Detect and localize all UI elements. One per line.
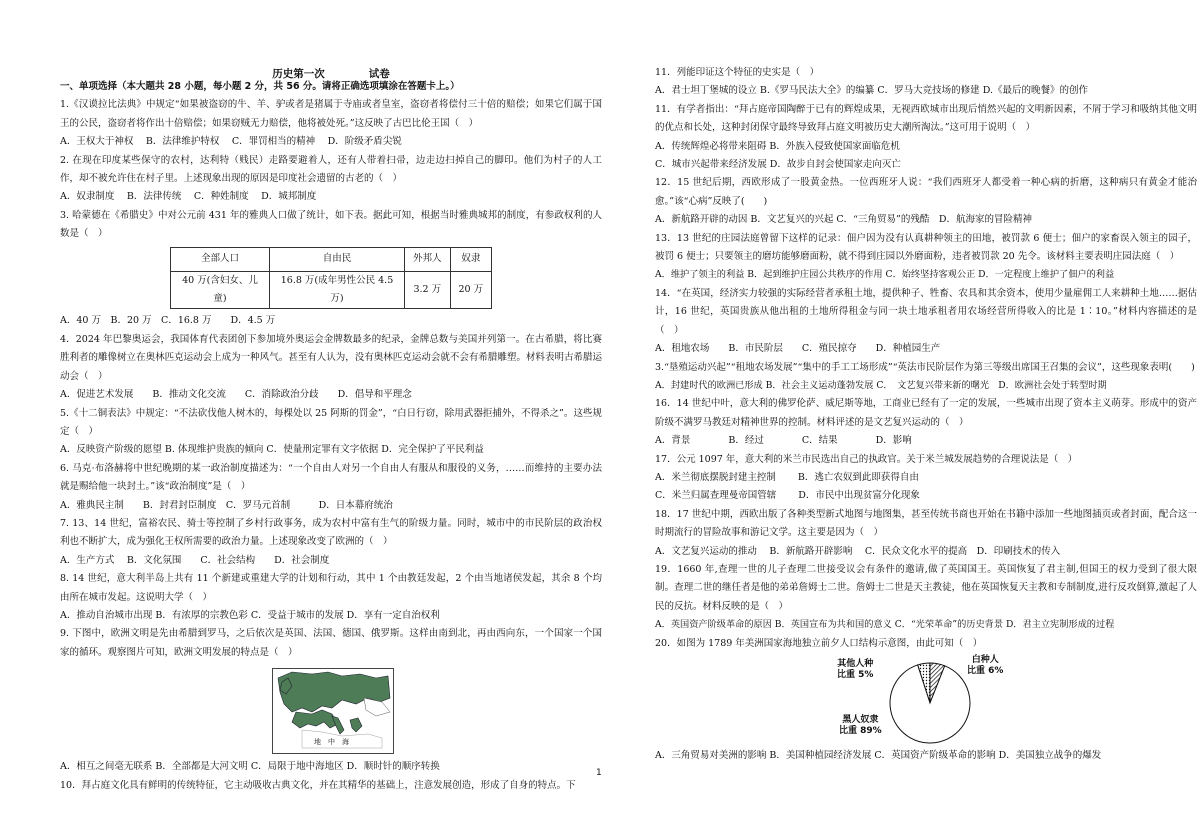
- question-16: 16．14 世纪中叶，意大利的佛罗伦萨、威尼斯等地，工商业已经有了一定的发展，一些城市出现了资本主义萌芽。形成中的资产阶级不满罗马教廷对精神世界的控制。材料评述的是文艺复兴运动的（ ）: [655, 398, 1197, 428]
- question-9-options: A．相互之间毫无联系 B．全部都是大河文明 C．局限于地中海地区 D．顺时针的顺序转换: [60, 761, 440, 773]
- question-1-options: A．王权大于神权 B．法律维护特权 C．罪罚相当的精神 D．阶级矛盾尖锐: [60, 136, 402, 148]
- title-right: 试卷: [368, 68, 390, 80]
- table-header: 奴隶: [450, 247, 492, 271]
- pie-label-white: [967, 655, 1003, 677]
- question-11-options-2: C．城市兴起带来经济发展 D．故步自封会使国家走向灭亡: [655, 159, 901, 171]
- question-5: 5.《十二铜表法》中规定：“不法砍伐他人树木的，每棵处以 25 阿斯的罚金”，“白日行窃，除用武器拒捕外，不得杀之”。这些规定（ ）: [60, 407, 602, 437]
- question-4-options: A．促进艺术发展 B．推动文化交流 C．消除政治分歧 D．倡导和平理念: [60, 389, 412, 401]
- question-9: 9. 下图中，欧洲文明是先由希腊到罗马，之后依次是英国、法国、德国、俄罗斯。这样由南到北，再由西向东，一个国家一个国家的循环。观察图片可知，欧洲文明发展的特点是（ ）: [60, 628, 602, 658]
- question-16-options: A．背景 B．经过 C．结果 D．影响: [655, 435, 912, 447]
- question-2: 2. 在现在印度某些保守的农村，达利特（贱民）走路要避着人，还有人带着扫帚，边走边扫掉自己的脚印。他们为村子的人工作，却不被允许住在村子里。上述现象出现的原因是印度社会遗留的古老的（ ）: [60, 154, 602, 185]
- table-header: 全部人口: [171, 247, 270, 271]
- table-row: [171, 247, 492, 271]
- question-14: 14．“在英国，经济实力较强的实际经营者承租土地，提供种子、牲畜、农具和其余资本，使用少量雇佣工人来耕种土地……据估计，16 世纪，英国贵族从他出租的土地所得租金与同一块土地承租者用农场经营所得收入的比是 1∶10。”材料内容描述的是（ ）: [655, 287, 1197, 336]
- question-3: 3. 哈蒙德在《希腊史》中对公元前 431 年的雅典人口做了统计，如下表。据此可知，根据当时雅典城邦的制度，有参政权利的人数是（ ）: [60, 209, 602, 240]
- pie-label-other-value: 比重 5%: [837, 670, 874, 680]
- table-header: 外邦人: [405, 247, 451, 271]
- table-cell: 16.8 万(成年男性公民 4.5 万): [270, 271, 405, 309]
- question-18: 18．17 世纪中期，西欧出版了各种类型新式地图与地图集，甚至传统书商也开始在书籍中添加一些地图插页或者封面，配合这一时期流行的冒险故事和游记文学。这主要是因为（ ）: [655, 508, 1197, 539]
- question-14-options: A．租地农场 B．市民阶层 C．殖民掠夺 D．种植园生产: [655, 343, 941, 355]
- europe-map-svg: [272, 668, 394, 754]
- europe-map: [272, 668, 394, 754]
- pie-label-black: [839, 715, 882, 737]
- pie-label-black-value: 比重 89%: [839, 726, 882, 736]
- question-12-options: A．新航路开辟的动因 B．文艺复兴的兴起 C．“三角贸易”的残酷 D．航海家的冒险精神: [655, 214, 1032, 226]
- question-15-options: A．封建时代的欧洲已形成 B．社会主义运动蓬勃发展 C． 文艺复兴带来新的曙光 D．欧洲社会处于转型时期: [655, 379, 1107, 391]
- pie-label-white-value: 比重 6%: [967, 666, 1004, 676]
- question-6: 6. 马克·布洛赫将中世纪晚期的某一政治制度描述为：“一个自由人对另一个自由人有服从和服役的义务，……而维持的主要办法就是赐给他一块封土。”该“政治制度”是（ ）: [60, 462, 602, 493]
- title-left: 历史第一次: [272, 68, 325, 80]
- question-8-options: A．推动自治城市出现 B．有浓厚的宗教色彩 C．受益于城市的发展 D．享有一定自治权利: [60, 609, 440, 621]
- question-10-continued: 11．列能印证这个特征的史实是（ ）: [655, 67, 820, 78]
- question-1: 1.《汉谟拉比法典》中规定“如果被盗窃的牛、羊、驴或者是猪属于寺庙或者皇室，盗窃者将偿付三十倍的赔偿；如果它们属于国王的公民，盗窃者将作出十倍赔偿；如果窃贼无力赔偿，他将被处死。”这反映了古巴比伦王国（ ）: [60, 99, 602, 129]
- question-12: 12．15 世纪后期，西欧形成了一股黄金热。一位西班牙人说：“我们西班牙人都受着一种心病的折磨，这种病只有黄金才能治愈。”该“心病”反映了( ): [655, 177, 1197, 207]
- table-cell: 40 万(含妇女、儿童): [171, 271, 270, 309]
- question-3-options: A．40 万 B．20 万 C．16.8 万 D．4.5 万: [60, 315, 276, 327]
- question-15: 3.“垦殖运动兴起”“租地农场发展”“集中的手工工场形成”“英法市民阶层作为第三等级出席国王召集的会议”，这些现象表明( ): [655, 361, 1195, 373]
- question-10: 10．拜占庭文化具有鲜明的传统特征，它主动吸收古典文化，并在其精华的基础上，注意发展创造，形成了自身的特点。下: [60, 779, 576, 791]
- population-table: [170, 247, 492, 310]
- pie-label-other: [837, 659, 873, 681]
- question-20-options: A．三角贸易对美洲的影响 B．美国种植园经济发展 C．英国资产阶级革命的影响 D．美国独立战争的爆发: [655, 750, 1102, 761]
- pie-label-other-name: 其他人种: [837, 659, 874, 669]
- table-row: [171, 271, 492, 309]
- question-17-options-1: A．米兰彻底摆脱封建主控制 B．逃亡农奴到此即获得自由: [655, 471, 919, 483]
- question-8: 8. 14 世纪，意大利半岛上共有 11 个新建或重建大学的计划和行动，其中 1 个由教廷发起，2 个由当地诸侯发起，其余 8 个均由所在城市发起。这说明大学（ ）: [60, 573, 602, 603]
- table-cell: 3.2 万: [405, 271, 451, 309]
- pie-label-white-name: 白种人: [971, 655, 999, 665]
- question-19: 19．1660 年,查理一世的儿子查理二世接受议会有条件的邀请,做了英国国王。英国恢复了君主制,但国王的权力受到了很大限制。查理二世的继任者是他的弟弟詹姆士二世。詹姆士二世是天主教徒，他在英国恢复天主教和专制制度,进行反攻倒算,激起了人民的反抗。材料反映的是（ ）: [655, 563, 1197, 612]
- question-11: 11．有学者指出：“拜占庭帝国陶醉于已有的辉煌成果，无视西欧城市出现后悄然兴起的文明新因素，不屑于学习和吸纳其他文明的优点和长处，这种封闭保守最终导致拜占庭文明被历史大潮所淘汰。”这可用于说明（ ）: [655, 103, 1197, 134]
- population-pie-chart: [835, 655, 1025, 747]
- question-11-options-1: A．传统辉煌必将带来阻碍 B．外族入侵致使国家面临危机: [655, 140, 900, 152]
- pie-label-black-name: 黑人奴隶: [842, 715, 879, 725]
- question-17-options-2: C．米兰归属查理曼帝国管辖 D．市民中出现贫富分化现象: [655, 490, 920, 502]
- question-13-options: A．维护了领主的利益 B．起到维护庄园公共秩序的作用 C．始终坚持客观公正 D．一定程度上维护了佃户的利益: [655, 269, 1115, 281]
- question-2-options: A．奴隶制度 B．法律传统 C．种姓制度 D．城邦制度: [60, 191, 317, 203]
- question-10-options: A．君士坦丁堡城的设立 B.《罗马民法大全》的编纂 C．罗马大竞技场的修建 D.《最后的晚餐》的创作: [655, 85, 1088, 97]
- mediterranean-label: 地 中 海: [314, 738, 349, 747]
- question-4: 4．2024 年巴黎奥运会，我国体育代表团创下参加境外奥运会金牌数最多的纪录，金牌总数与美国并列第一。在古希腊，将比赛胜利者的雕像树立在奥林匹克运动会上成为一种风气。甚至有人认为，没有奥林匹克运动会就不会有希腊雕塑。材料表明古希腊运动会（ ）: [60, 333, 602, 382]
- question-7: 7. 13、14 世纪，富裕农民、骑士等控制了乡村行政事务，成为农村中富有生气的阶级力量。同时，城市中的市民阶层的政治权利也不断扩大，成为强化王权所需要的政治力量。上述现象改变了欧洲的（ ）: [60, 517, 602, 548]
- question-6-options: A．雅典民主制 B．封君封臣制度 C．罗马元首制 D．日本幕府统治: [60, 499, 393, 511]
- table-header: 自由民: [270, 247, 405, 271]
- question-17: 17．公元 1097 年，意大利的米兰市民选出自己的执政官。关于米兰城发展趋势的合理说法是（ ）: [655, 453, 1078, 465]
- question-13: 13．13 世纪的庄园法庭曾留下这样的记录：佃户因为没有认真耕种领主的田地，被罚款 6 便士；佃户的家畜误入领主的园子，被罚 6 便士；只要领主的磨坊能够磨面粉，就不得到庄园以外磨面粉，违者被罚款 20 先令。该材料主要表明庄园法庭（ ）: [655, 232, 1197, 263]
- question-5-options: A．反映资产阶级的愿望 B. 体现维护贵族的倾向 C．使量刑定罪有文字依据 D．完全保护了平民利益: [60, 444, 484, 456]
- question-19-options: A．英国资产阶级革命的原因 B．英国宣布为共和国的意义 C．“光荣革命”的历史背景 D．君主立宪制形成的过程: [655, 619, 1115, 631]
- section-heading: 一、单项选择（本大题共 28 小题，每小题 2 分，共 56 分。请将正确选项填涂在答题卡上。）: [60, 81, 460, 92]
- question-20: 20．如图为 1789 年美洲国家海地独立前夕人口结构示意图，由此可知（ ）: [655, 637, 983, 649]
- question-7-options: A．生产方式 B．文化氛围 C．社会结构 D．社会制度: [60, 554, 330, 566]
- page-number: 1: [596, 768, 602, 778]
- table-cell: 20 万: [450, 271, 492, 309]
- left-column: [60, 78, 602, 795]
- question-18-options: A．文艺复兴运动的推动 B．新航路开辟影响 C．民众文化水平的提高 D．印刷技术的传入: [655, 545, 1061, 557]
- right-column: [655, 64, 1197, 765]
